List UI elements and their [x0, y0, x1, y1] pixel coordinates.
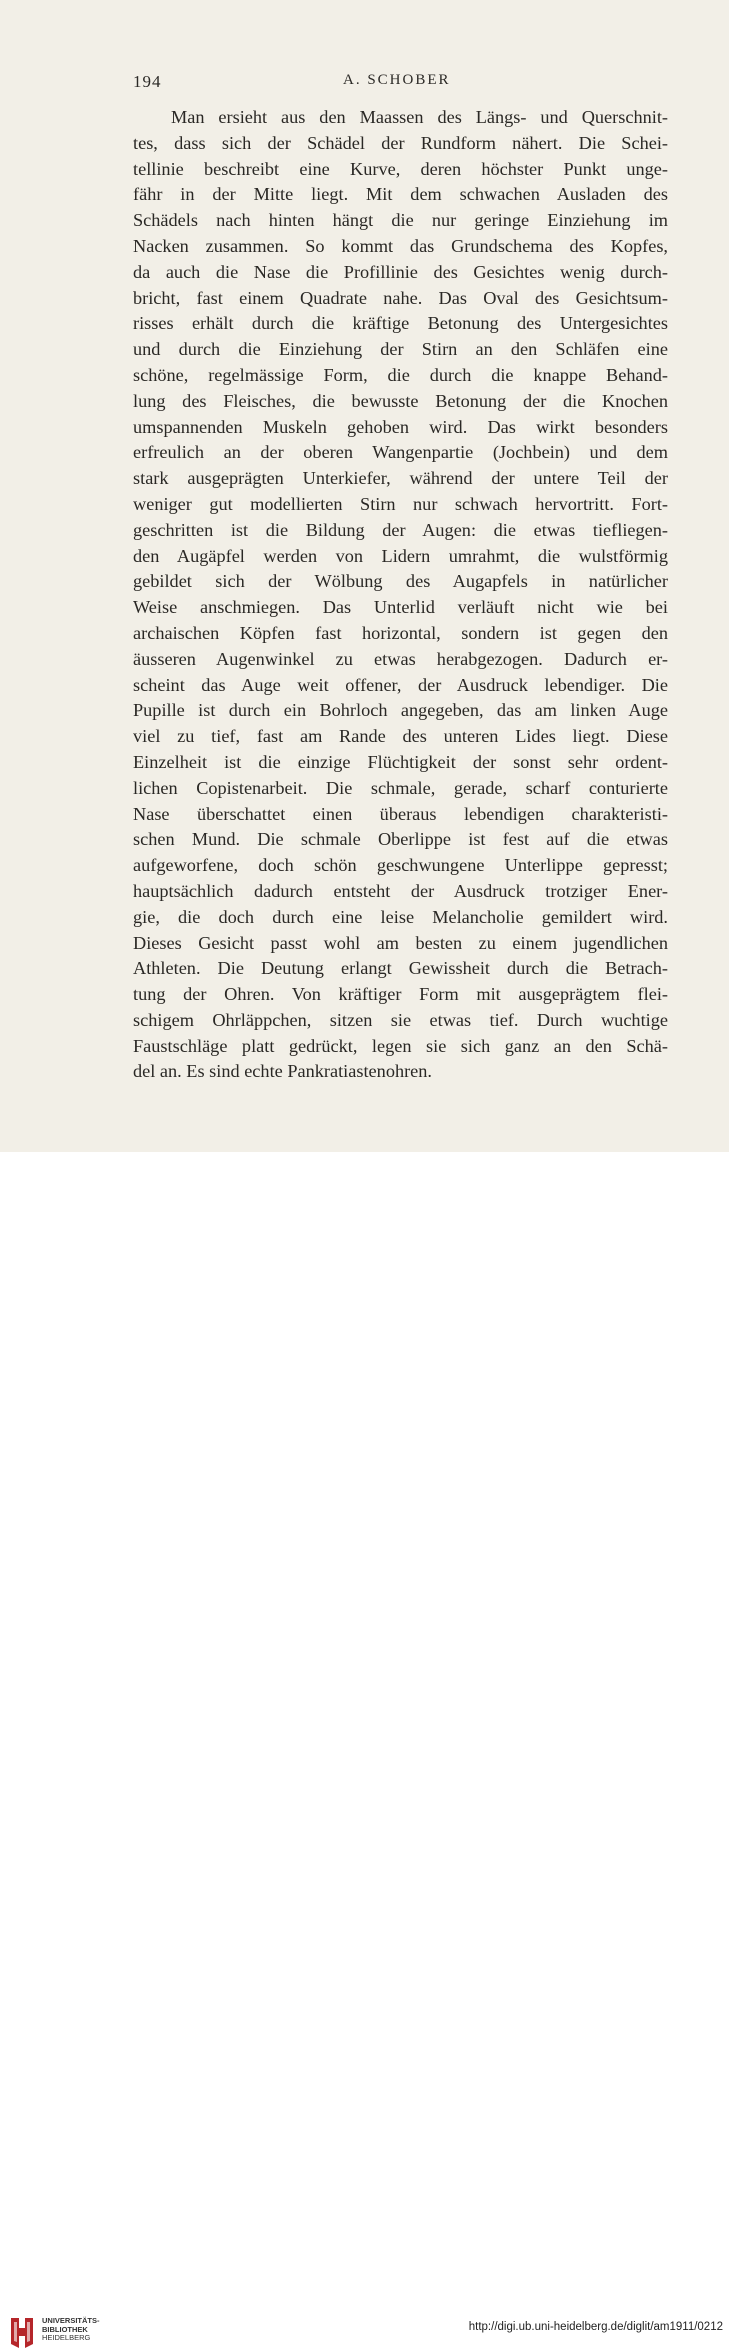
scanned-page — [0, 0, 729, 1152]
text-line: Nase überschattet einen überaus lebendigen charakteristi- — [133, 803, 668, 824]
source-url-link[interactable]: http://digi.ub.uni-heidelberg.de/diglit/am1911/0212 — [468, 2321, 723, 2333]
text-line: und durch die Einziehung der Stirn an den Schläfen eine — [133, 339, 668, 360]
body-text — [133, 105, 668, 1085]
footer-bar — [0, 1152, 729, 2342]
text-line: schen Mund. Die schmale Oberlippe ist fest auf die etwas — [133, 829, 668, 850]
text-line: gie, die doch durch eine leise Melancholie gemildert wird. — [133, 906, 668, 927]
running-head: A. SCHOBER — [343, 72, 451, 88]
text-line: schigem Ohrläppchen, sitzen sie etwas tief. Durch wuchtige — [133, 1009, 668, 1030]
text-line: geschritten ist die Bildung der Augen: die etwas tiefliegen- — [133, 519, 668, 540]
text-line: scheint das Auge weit offener, der Ausdruck lebendiger. Die — [133, 674, 668, 695]
library-line-1: UNIVERSITÄTS- — [42, 2316, 100, 2325]
text-line: Einzelheit ist die einzige Flüchtigkeit der sonst sehr ordent- — [133, 751, 668, 772]
text-line: tung der Ohren. Von kräftiger Form mit ausgeprägtem flei- — [133, 984, 668, 1005]
text-line: äusseren Augenwinkel zu etwas herabgezogen. Dadurch er- — [133, 648, 668, 669]
text-line: den Augäpfel werden von Lidern umrahmt, die wulstförmig — [133, 545, 668, 566]
text-line: weniger gut modellierten Stirn nur schwach hervortritt. Fort- — [133, 493, 668, 514]
text-line: Schädels nach hinten hängt die nur geringe Einziehung im — [133, 210, 668, 231]
text-line: erfreulich an der oberen Wangenpartie (Jochbein) und dem — [133, 442, 668, 463]
text-line: Man ersieht aus den Maassen des Längs- und Querschnit- — [171, 107, 668, 127]
library-name — [42, 2317, 100, 2343]
text-line: Dieses Gesicht passt wohl am besten zu einem jugendlichen — [133, 932, 668, 953]
text-line: hauptsächlich dadurch entsteht der Ausdruck trotziger Ener- — [133, 880, 668, 901]
library-line-3: HEIDELBERG — [42, 2333, 91, 2342]
text-line: Pupille ist durch ein Bohrloch angegeben, das am linken Auge — [133, 700, 668, 721]
text-line: del an. Es sind echte Pankratiastenohren. — [133, 1061, 433, 1082]
page-header — [133, 72, 668, 98]
text-line: Weise anschmiegen. Das Unterlid verläuft nicht wie bei — [133, 597, 668, 618]
text-line: fähr in der Mitte liegt. Mit dem schwachen Ausladen des — [133, 184, 668, 205]
text-line: bricht, fast einem Quadrate nahe. Das Oval des Gesichtsum- — [133, 287, 668, 308]
text-line: viel zu tief, fast am Rande des unteren Lides liegt. Diese — [133, 726, 668, 747]
text-line: schöne, regelmässige Form, die durch die knappe Behand- — [133, 364, 668, 385]
text-line: umspannenden Muskeln gehoben wird. Das wirkt besonders — [133, 416, 668, 437]
text-line: stark ausgeprägten Unterkiefer, während der untere Teil der — [133, 468, 668, 489]
text-line: da auch die Nase die Profillinie des Gesichtes wenig durch- — [133, 261, 668, 282]
library-line-2: BIBLIOTHEK — [42, 2324, 88, 2334]
text-line: Nacken zusammen. So kommt das Grundschema des Kopfes, — [133, 235, 668, 256]
text-line: Faustschläge platt gedrückt, legen sie sich ganz an den Schä- — [133, 1035, 668, 1056]
text-line: archaischen Köpfen fast horizontal, sondern ist gegen den — [133, 622, 668, 643]
text-line: Athleten. Die Deutung erlangt Gewissheit durch die Betrach- — [133, 958, 668, 979]
text-line: tellinie beschreibt eine Kurve, deren höchster Punkt unge- — [133, 158, 668, 179]
text-line: gebildet sich der Wölbung des Augapfels in natürlicher — [133, 571, 668, 592]
text-line: risses erhält durch die kräftige Betonung des Untergesichtes — [133, 313, 668, 334]
text-line: lichen Copistenarbeit. Die schmale, gerade, scharf conturierte — [133, 777, 668, 798]
text-line: lung des Fleisches, die bewusste Betonung der die Knochen — [133, 390, 668, 411]
university-library-logo-icon[interactable] — [8, 2314, 36, 2350]
text-line: tes, dass sich der Schädel der Rundform nähert. Die Schei- — [133, 132, 668, 153]
text-line: aufgeworfene, doch schön geschwungene Unterlippe gepresst; — [133, 855, 668, 876]
page-number: 194 — [133, 72, 162, 91]
